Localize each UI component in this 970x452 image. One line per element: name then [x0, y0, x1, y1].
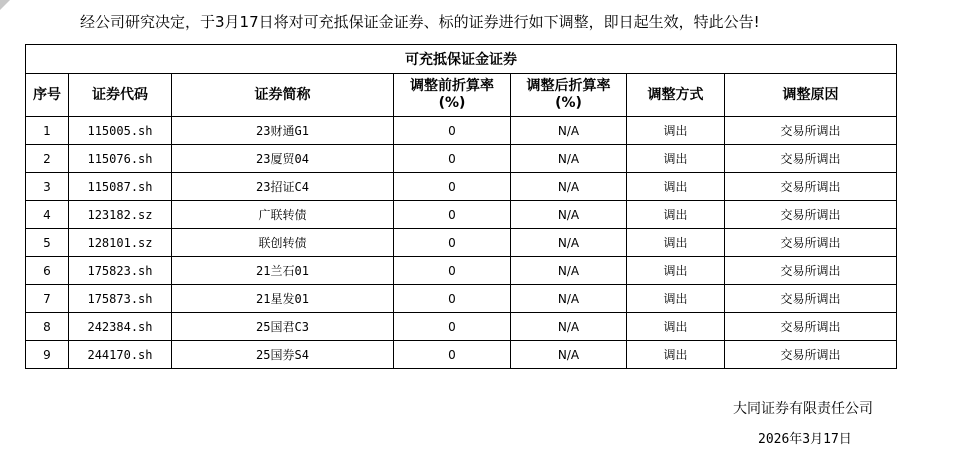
header-rate-after-line1: 调整后折算率: [526, 78, 611, 94]
row-reason: 交易所调出: [725, 145, 897, 173]
row-rate-after: N/A: [511, 313, 627, 341]
table-row: [26, 341, 897, 369]
row-method: 调出: [627, 313, 725, 341]
row-seq: 5: [26, 229, 69, 257]
row-reason: 交易所调出: [725, 285, 897, 313]
table-row: [26, 145, 897, 173]
row-name: 23招证C4: [172, 173, 394, 201]
header-reason: 调整原因: [725, 74, 897, 117]
row-method: 调出: [627, 285, 725, 313]
row-seq: 8: [26, 313, 69, 341]
row-rate-before: 0: [394, 229, 511, 257]
row-rate-before: 0: [394, 285, 511, 313]
footer-company: 大同证券有限责任公司: [733, 401, 873, 417]
row-seq: 6: [26, 257, 69, 285]
table-row: [26, 285, 897, 313]
row-code: 244170.sh: [69, 341, 172, 369]
row-reason: 交易所调出: [725, 257, 897, 285]
row-rate-after: N/A: [511, 201, 627, 229]
row-code: 175873.sh: [69, 285, 172, 313]
row-method: 调出: [627, 341, 725, 369]
row-code: 115087.sh: [69, 173, 172, 201]
row-method: 调出: [627, 257, 725, 285]
header-rate-after: [511, 74, 627, 117]
row-code: 115005.sh: [69, 117, 172, 145]
row-rate-after: N/A: [511, 341, 627, 369]
row-rate-before: 0: [394, 173, 511, 201]
header-method: 调整方式: [627, 74, 725, 117]
intro-text: 经公司研究决定，于3月17日将对可充抵保证金证券、标的证券进行如下调整，即日起生效，特此公告!: [80, 13, 760, 31]
row-name: 25国君C3: [172, 313, 394, 341]
table-caption: 可充抵保证金证券: [26, 45, 897, 74]
row-name: 23财通G1: [172, 117, 394, 145]
row-seq: 4: [26, 201, 69, 229]
table-row: [26, 201, 897, 229]
row-name: 25国券S4: [172, 341, 394, 369]
row-reason: 交易所调出: [725, 201, 897, 229]
row-reason: 交易所调出: [725, 229, 897, 257]
row-rate-after: N/A: [511, 173, 627, 201]
row-code: 242384.sh: [69, 313, 172, 341]
row-code: 115076.sh: [69, 145, 172, 173]
row-method: 调出: [627, 173, 725, 201]
row-seq: 7: [26, 285, 69, 313]
row-reason: 交易所调出: [725, 117, 897, 145]
table-row: [26, 257, 897, 285]
header-code: 证券代码: [69, 74, 172, 117]
row-seq: 1: [26, 117, 69, 145]
row-rate-before: 0: [394, 117, 511, 145]
row-rate-before: 0: [394, 341, 511, 369]
row-rate-before: 0: [394, 201, 511, 229]
row-seq: 2: [26, 145, 69, 173]
row-name: 联创转债: [172, 229, 394, 257]
row-rate-before: 0: [394, 145, 511, 173]
row-method: 调出: [627, 229, 725, 257]
row-code: 175823.sh: [69, 257, 172, 285]
securities-table: [25, 44, 897, 369]
footer-date: 2026年3月17日: [758, 432, 852, 447]
table-row: [26, 173, 897, 201]
row-name: 21兰石01: [172, 257, 394, 285]
header-rate-after-line2: (%): [555, 95, 582, 111]
row-rate-after: N/A: [511, 257, 627, 285]
row-rate-before: 0: [394, 313, 511, 341]
header-seq: 序号: [26, 74, 69, 117]
row-code: 128101.sz: [69, 229, 172, 257]
header-rate-before-line2: (%): [438, 95, 466, 111]
row-rate-after: N/A: [511, 285, 627, 313]
table-row: [26, 229, 897, 257]
row-name: 广联转债: [172, 201, 394, 229]
row-seq: 3: [26, 173, 69, 201]
row-rate-after: N/A: [511, 145, 627, 173]
row-method: 调出: [627, 117, 725, 145]
row-reason: 交易所调出: [725, 313, 897, 341]
header-rate-before: [394, 74, 511, 117]
row-method: 调出: [627, 145, 725, 173]
row-code: 123182.sz: [69, 201, 172, 229]
row-reason: 交易所调出: [725, 173, 897, 201]
table-row: [26, 117, 897, 145]
row-seq: 9: [26, 341, 69, 369]
row-name: 23厦贸04: [172, 145, 394, 173]
header-name: 证券简称: [172, 74, 394, 117]
row-name: 21星发01: [172, 285, 394, 313]
row-method: 调出: [627, 201, 725, 229]
row-rate-before: 0: [394, 257, 511, 285]
table-row: [26, 313, 897, 341]
row-reason: 交易所调出: [725, 341, 897, 369]
row-rate-after: N/A: [511, 117, 627, 145]
row-rate-after: N/A: [511, 229, 627, 257]
header-rate-before-line1: 调整前折算率: [410, 78, 494, 94]
corner-triangle-mark: [0, 0, 12, 12]
